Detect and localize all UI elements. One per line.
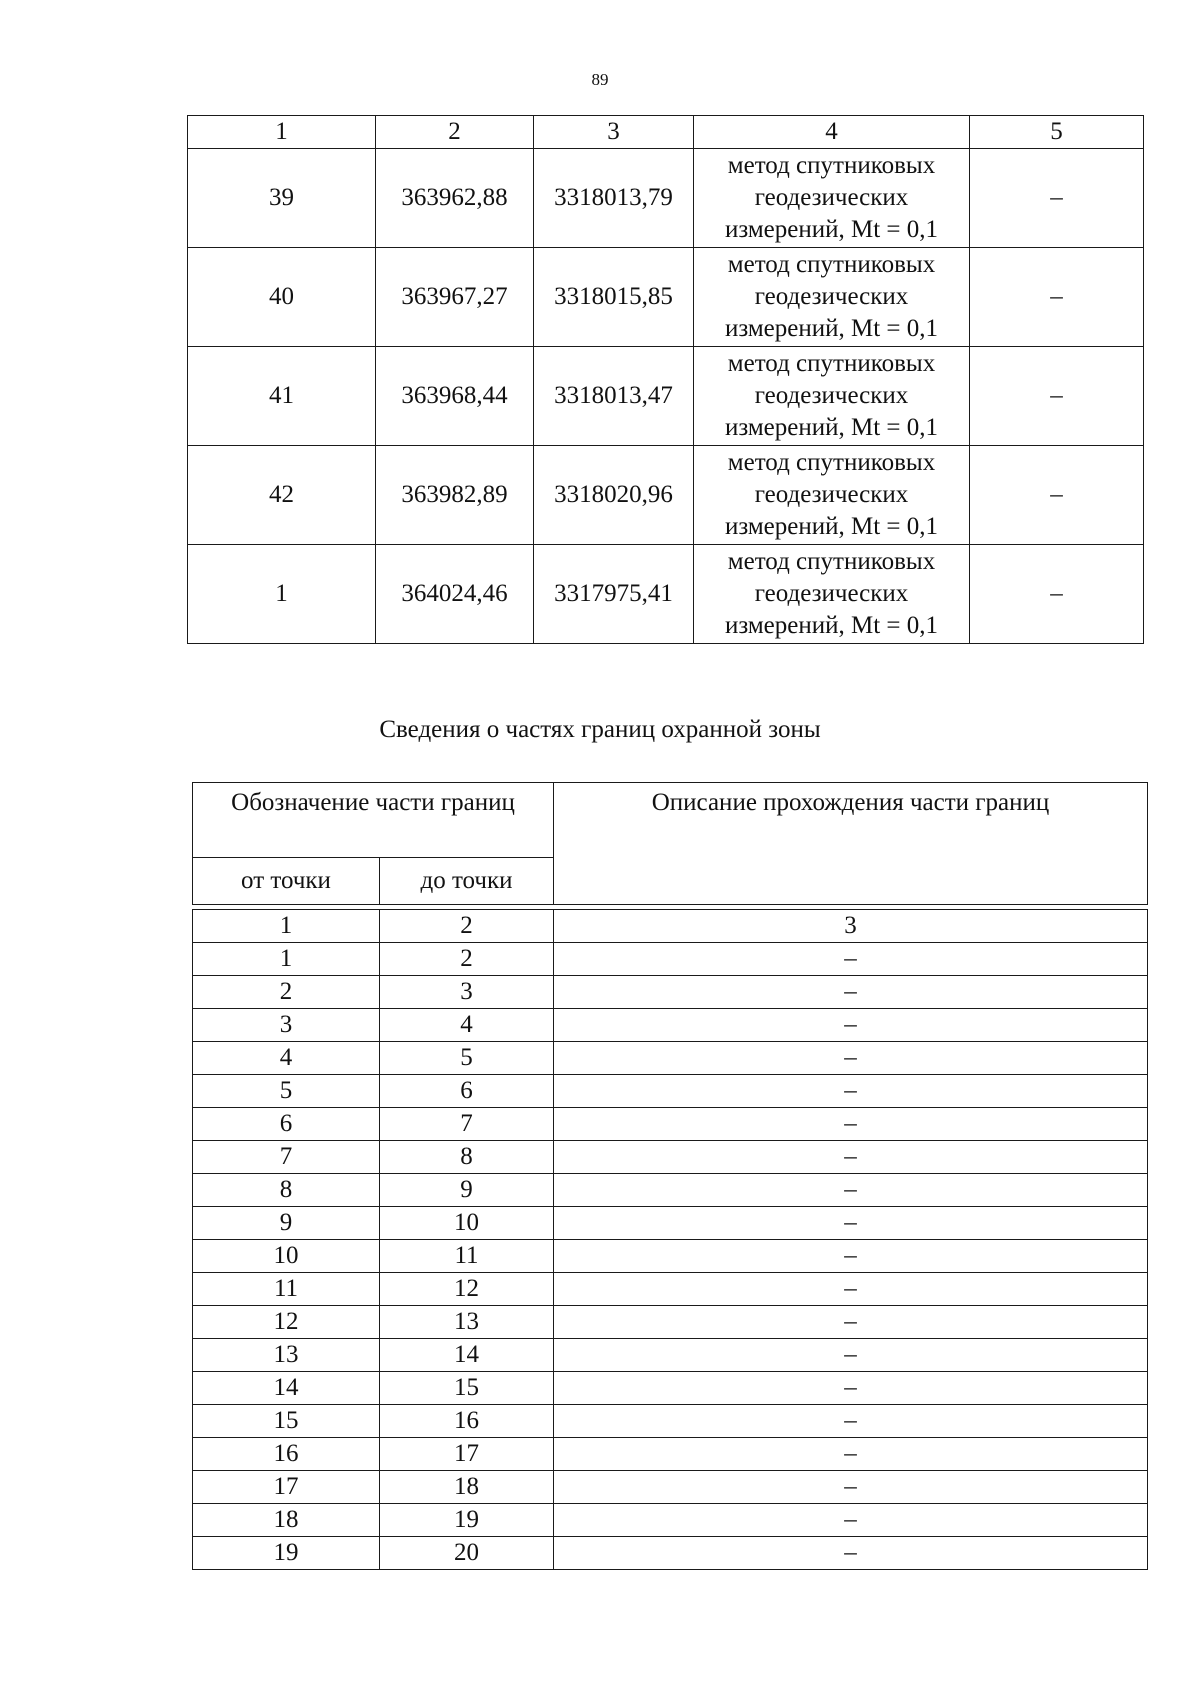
part-description: – (554, 943, 1148, 976)
coordinate-y: 3318013,79 (534, 149, 694, 248)
table-row (193, 1207, 1148, 1240)
part-description: – (554, 1273, 1148, 1306)
to-point: 12 (380, 1273, 554, 1306)
to-point: 16 (380, 1405, 554, 1438)
point-number: 42 (188, 446, 376, 545)
note: – (970, 347, 1144, 446)
table-row (193, 976, 1148, 1009)
description-header: Описание прохождения части границ (554, 783, 1148, 905)
method-line: измерений, Mt = 0,1 (724, 414, 939, 441)
method-line: измерений, Mt = 0,1 (724, 612, 939, 639)
column-number: 3 (534, 116, 694, 149)
part-description: – (554, 1504, 1148, 1537)
part-description: – (554, 1372, 1148, 1405)
part-description: – (554, 1339, 1148, 1372)
column-numbers-row (193, 910, 1148, 943)
method-line: метод спутниковых (727, 350, 936, 377)
from-point: 19 (193, 1537, 380, 1570)
from-point: 12 (193, 1306, 380, 1339)
part-description: – (554, 976, 1148, 1009)
to-point: 8 (380, 1141, 554, 1174)
from-point: 10 (193, 1240, 380, 1273)
method-description (694, 347, 970, 446)
part-description: – (554, 1108, 1148, 1141)
table-row (193, 943, 1148, 976)
table-row (193, 1009, 1148, 1042)
part-description: – (554, 1471, 1148, 1504)
method-line: измерений, Mt = 0,1 (724, 315, 939, 342)
table-row (188, 545, 1144, 644)
part-description: – (554, 1438, 1148, 1471)
note: – (970, 248, 1144, 347)
table-row (188, 248, 1144, 347)
method-line: измерений, Mt = 0,1 (724, 513, 939, 540)
from-point: 6 (193, 1108, 380, 1141)
part-description: – (554, 1240, 1148, 1273)
to-point: 14 (380, 1339, 554, 1372)
page-number: 89 (591, 70, 609, 89)
from-point: 8 (193, 1174, 380, 1207)
from-point: 3 (193, 1009, 380, 1042)
designation-header: Обозначение части границ (193, 783, 554, 858)
method-line: геодезических (754, 283, 909, 310)
point-number: 39 (188, 149, 376, 248)
note: – (970, 545, 1144, 644)
note: – (970, 149, 1144, 248)
to-point: 6 (380, 1075, 554, 1108)
table-row (193, 1306, 1148, 1339)
coordinate-y: 3318013,47 (534, 347, 694, 446)
parts-rows (193, 943, 1148, 1570)
part-description: – (554, 1207, 1148, 1240)
to-point: 19 (380, 1504, 554, 1537)
to-point: 18 (380, 1471, 554, 1504)
from-point: 9 (193, 1207, 380, 1240)
method-description (694, 446, 970, 545)
from-point: 15 (193, 1405, 380, 1438)
part-description: – (554, 1174, 1148, 1207)
column-number: 5 (970, 116, 1144, 149)
coordinate-y: 3317975,41 (534, 545, 694, 644)
table-row (188, 446, 1144, 545)
to-point-header: до точки (380, 858, 554, 905)
table-row (193, 1075, 1148, 1108)
table-row (193, 1141, 1148, 1174)
to-point: 10 (380, 1207, 554, 1240)
to-point: 15 (380, 1372, 554, 1405)
method-line: геодезических (754, 481, 909, 508)
to-point: 2 (380, 943, 554, 976)
part-description: – (554, 1306, 1148, 1339)
method-line: метод спутниковых (727, 152, 936, 179)
method-line: метод спутниковых (727, 449, 936, 476)
method-description (694, 149, 970, 248)
part-description: – (554, 1405, 1148, 1438)
from-point-header: от точки (193, 858, 380, 905)
point-number: 40 (188, 248, 376, 347)
method-line: геодезических (754, 580, 909, 607)
boundary-parts-table (192, 782, 1148, 1570)
method-line: метод спутниковых (727, 548, 936, 575)
from-point: 18 (193, 1504, 380, 1537)
from-point: 1 (193, 943, 380, 976)
coordinates-table (187, 115, 1144, 644)
coordinate-x: 364024,46 (376, 545, 534, 644)
to-point: 9 (380, 1174, 554, 1207)
method-line: геодезических (754, 382, 909, 409)
method-line: метод спутниковых (727, 251, 936, 278)
from-point: 13 (193, 1339, 380, 1372)
note: – (970, 446, 1144, 545)
to-point: 20 (380, 1537, 554, 1570)
method-description (694, 545, 970, 644)
coordinate-x: 363982,89 (376, 446, 534, 545)
from-point: 7 (193, 1141, 380, 1174)
from-point: 4 (193, 1042, 380, 1075)
to-point: 17 (380, 1438, 554, 1471)
part-description: – (554, 1075, 1148, 1108)
column-number: 2 (376, 116, 534, 149)
from-point: 2 (193, 976, 380, 1009)
table-row (193, 1240, 1148, 1273)
table-row (188, 347, 1144, 446)
method-line: геодезических (754, 184, 909, 211)
table-row (193, 1504, 1148, 1537)
point-number: 1 (188, 545, 376, 644)
coordinate-y: 3318020,96 (534, 446, 694, 545)
part-description: – (554, 1042, 1148, 1075)
part-description: – (554, 1537, 1148, 1570)
from-point: 14 (193, 1372, 380, 1405)
coordinate-x: 363968,44 (376, 347, 534, 446)
table-row (193, 1273, 1148, 1306)
coordinate-x: 363967,27 (376, 248, 534, 347)
table-row (193, 1339, 1148, 1372)
table-row (193, 1372, 1148, 1405)
section-title: Сведения о частях границ охранной зоны (379, 716, 821, 743)
table-row (193, 1537, 1148, 1570)
from-point: 16 (193, 1438, 380, 1471)
point-number: 41 (188, 347, 376, 446)
coordinate-y: 3318015,85 (534, 248, 694, 347)
from-point: 17 (193, 1471, 380, 1504)
to-point: 4 (380, 1009, 554, 1042)
coordinate-x: 363962,88 (376, 149, 534, 248)
table-row (188, 149, 1144, 248)
column-number: 2 (380, 910, 554, 943)
table-row (193, 1405, 1148, 1438)
column-number: 1 (188, 116, 376, 149)
table-row (193, 1174, 1148, 1207)
to-point: 5 (380, 1042, 554, 1075)
column-number: 3 (554, 910, 1148, 943)
table-row (193, 1042, 1148, 1075)
column-number: 4 (694, 116, 970, 149)
parts-header-row (193, 783, 1148, 858)
from-point: 5 (193, 1075, 380, 1108)
part-description: – (554, 1009, 1148, 1042)
table-row (193, 1108, 1148, 1141)
coordinates-header-row (188, 116, 1144, 149)
method-line: измерений, Mt = 0,1 (724, 216, 939, 243)
to-point: 7 (380, 1108, 554, 1141)
table-row (193, 1438, 1148, 1471)
to-point: 11 (380, 1240, 554, 1273)
method-description (694, 248, 970, 347)
to-point: 13 (380, 1306, 554, 1339)
to-point: 3 (380, 976, 554, 1009)
column-number: 1 (193, 910, 380, 943)
table-row (193, 1471, 1148, 1504)
from-point: 11 (193, 1273, 380, 1306)
part-description: – (554, 1141, 1148, 1174)
